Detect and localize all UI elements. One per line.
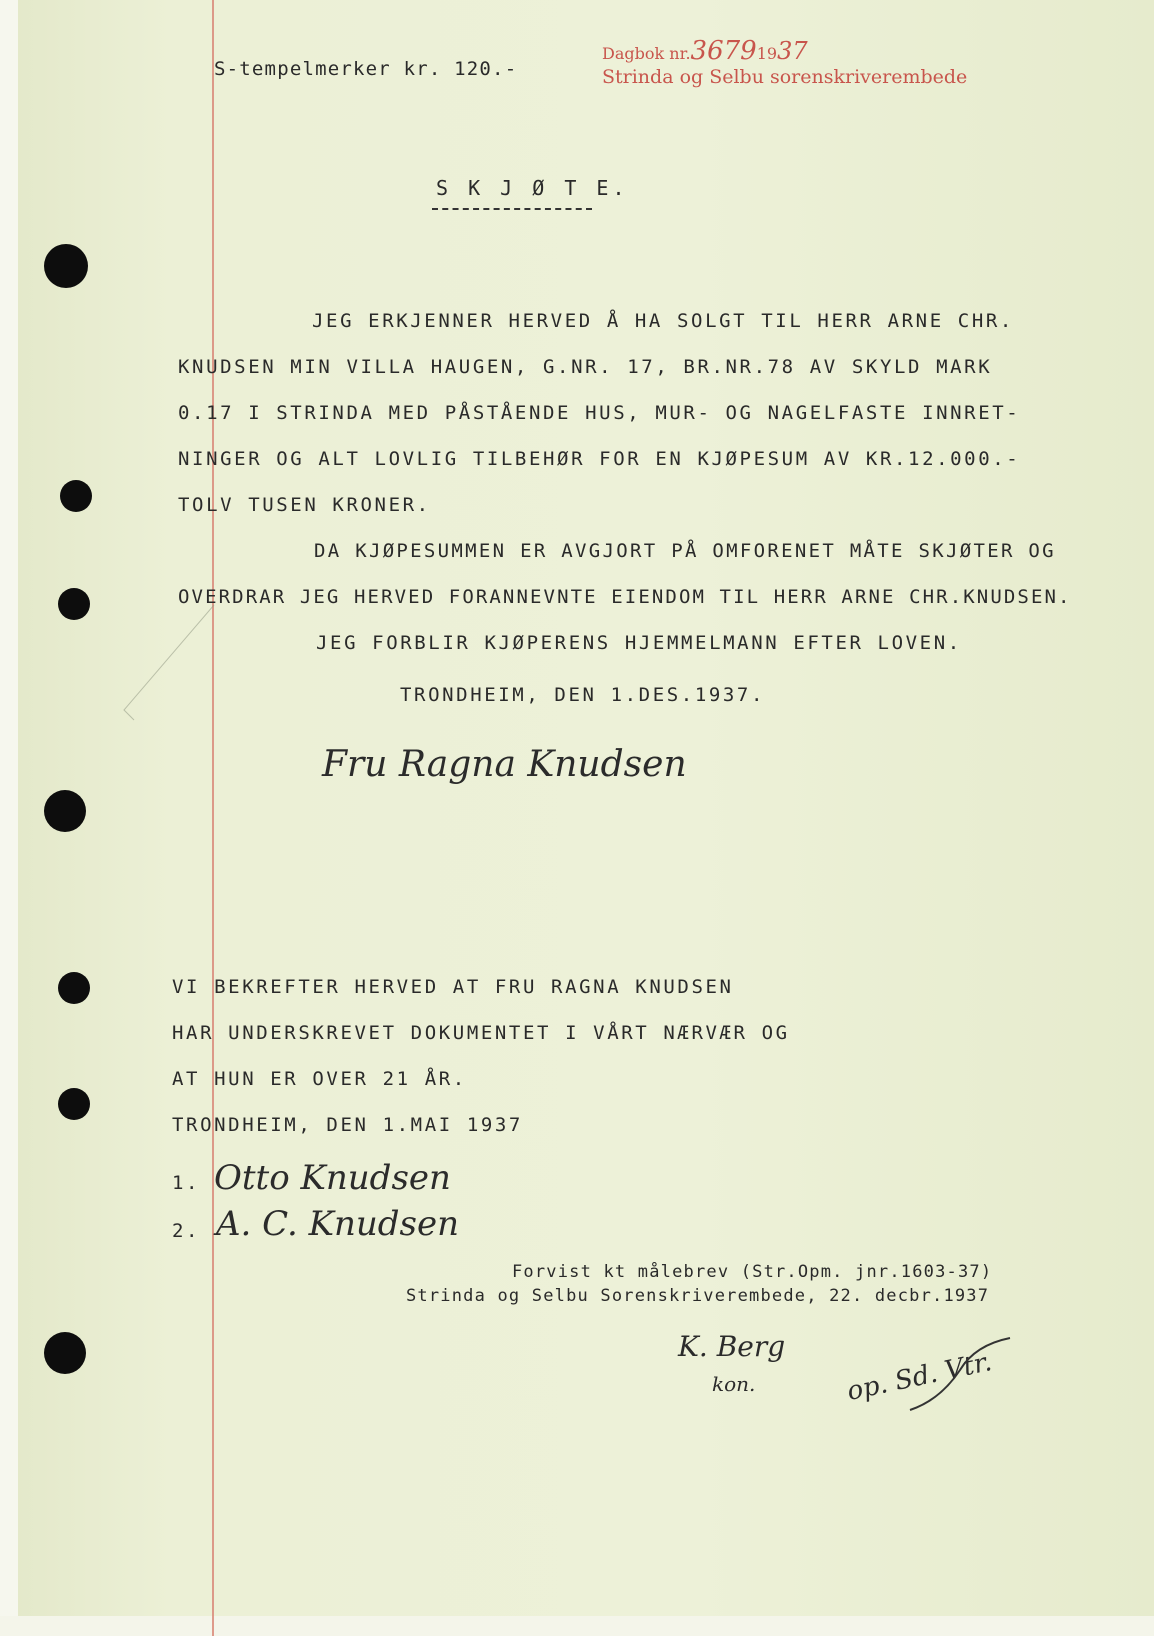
page-edge-bottom [0,1616,1154,1636]
punch-hole-3 [58,588,90,620]
witness-line-4: TRONDHEIM, DEN 1.MAI 1937 [172,1114,523,1136]
witness-line-2: HAR UNDERSKREVET DOKUMENTET I VÅRT NÆRVÆR OG [172,1022,790,1044]
punch-hole-5 [58,972,90,1004]
title-underline [432,208,592,210]
body-line-7: OVERDRAR JEG HERVED FORANNEVNTE EIENDOM TIL HERR ARNE CHR.KNUDSEN. [178,586,1072,608]
registry-prefix: Dagbok nr. [602,44,691,63]
body-line-4: NINGER OG ALT LOVLIG TILBEHØR FOR EN KJØPESUM AV KR.12.000.- [178,448,1021,470]
registration-line-2: Strinda og Selbu Sorenskriverembede, 22. decbr.1937 [406,1286,990,1306]
body-line-5: TOLV TUSEN KRONER. [178,494,431,516]
body-line-1: JEG ERKJENNER HERVED Å HA SOLGT TIL HERR ARNE CHR. [312,310,1014,332]
body-line-9: TRONDHEIM, DEN 1.DES.1937. [400,684,766,706]
paper-scratch [104,600,224,740]
punch-hole-6 [58,1088,90,1120]
witness-1-signature: Otto Knudsen [214,1158,451,1198]
registry-year-suffix: 37 [777,37,808,65]
clerk-title: kon. [712,1372,756,1396]
witness-2-number: 2. [172,1220,201,1242]
witness-1-number: 1. [172,1172,201,1194]
registration-line-1: Forvist kt målebrev (Str.Opm. jnr.1603-37) [512,1262,993,1282]
body-line-8: JEG FORBLIR KJØPERENS HJEMMELMANN EFTER LOVEN. [316,632,962,654]
marginal-note-flourish [900,1330,1020,1420]
witness-line-3: AT HUN ER OVER 21 ÅR. [172,1068,467,1090]
margin-line [212,0,214,1636]
clerk-signature: K. Berg [678,1330,786,1363]
document-title: S K J Ø T E. [436,176,629,200]
stamp-line: S-tempelmerker kr. 120.- [214,58,518,80]
seller-signature: Fru Ragna Knudsen [322,744,687,785]
body-line-2: KNUDSEN MIN VILLA HAUGEN, G.NR. 17, BR.NR.78 AV SKYLD MARK [178,356,993,378]
body-line-3: 0.17 I STRINDA MED PÅSTÅENDE HUS, MUR- OG NAGELFASTE INNRET- [178,402,1021,424]
marginal-note: op. Sd. Vtr. [844,1347,995,1407]
punch-hole-7 [44,1332,86,1374]
page-edge-left [0,0,18,1636]
registry-year-prefix: 19 [756,44,778,63]
punch-hole-2 [60,480,92,512]
punch-hole-4 [44,790,86,832]
witness-line-1: VI BEKREFTER HERVED AT FRU RAGNA KNUDSEN [172,976,734,998]
registry-office: Strinda og Selbu sorenskriverembede [602,66,968,88]
registry-stamp [602,36,808,66]
body-line-6: DA KJØPESUMMEN ER AVGJORT PÅ OMFORENET MÅTE SKJØTER OG [314,540,1056,562]
registry-number: 3679 [690,36,757,66]
witness-2-signature: A. C. Knudsen [216,1204,460,1244]
punch-hole-1 [44,244,88,288]
